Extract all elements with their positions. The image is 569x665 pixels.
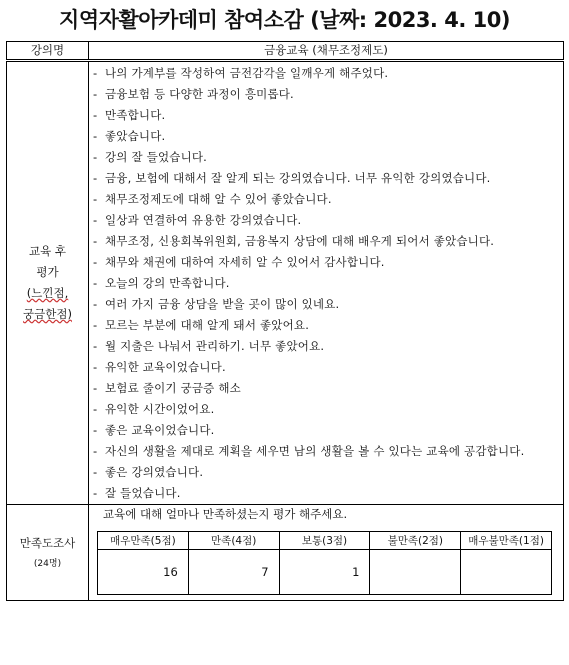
response-item: - 만족합니다. [93, 105, 557, 126]
page-title: 지역자활아카데미 참여소감 (날짜: 2023. 4. 10) [59, 8, 510, 32]
response-item: - 유익한 교육이었습니다. [93, 357, 557, 378]
evaluation-label-line2: 평가 [36, 265, 59, 279]
response-item: - 채무조정제도에 대해 알 수 있어 좋았습니다. [93, 189, 557, 210]
header-lecture-label: 강의명 [7, 42, 89, 61]
satisfaction-value: 7 [188, 550, 279, 595]
evaluation-responses-cell [89, 61, 564, 505]
satisfaction-header: 매우불만족(1점) [461, 532, 552, 550]
satisfaction-label-cell [7, 505, 89, 601]
satisfaction-wrap [89, 505, 563, 600]
satisfaction-table [97, 531, 552, 595]
satisfaction-value: 1 [279, 550, 370, 595]
response-item: - 좋은 교육이었습니다. [93, 420, 557, 441]
response-item: - 오늘의 강의 만족합니다. [93, 273, 557, 294]
response-item: - 여러 가지 금융 상담을 받을 곳이 많이 있네요. [93, 294, 557, 315]
satisfaction-header: 만족(4점) [188, 532, 279, 550]
response-item: - 월 지출은 나눠서 관리하기. 너무 좋았어요. [93, 336, 557, 357]
response-item: - 보험료 줄이기 궁금증 해소 [93, 378, 557, 399]
satisfaction-value [461, 550, 552, 595]
response-item: - 채무조정, 신용회복위원회, 금융복지 상담에 대해 배우게 되어서 좋았습니다. [93, 231, 557, 252]
satisfaction-header-row [98, 532, 552, 550]
response-item: - 자신의 생활을 제대로 계획을 세우면 남의 생활을 볼 수 있다는 교육에 공감합니다. [93, 441, 557, 462]
satisfaction-label: 만족도조사 [19, 535, 76, 550]
satisfaction-question: 교육에 대해 얼마나 만족하셨는지 평가 해주세요. [103, 507, 348, 521]
header-row [7, 42, 564, 61]
evaluation-label [7, 61, 89, 505]
evaluation-label-line3: (느낀점, [26, 286, 69, 300]
response-item: - 모르는 부분에 대해 알게 돼서 좋았어요. [93, 315, 557, 336]
response-item: - 나의 가계부를 작성하여 금전감각을 일깨우게 해주었다. [93, 63, 557, 84]
evaluation-label-line1: 교육 후 [29, 244, 66, 258]
evaluation-row [7, 61, 564, 505]
response-item: - 금융보험 등 다양한 과정이 흥미롭다. [93, 84, 557, 105]
satisfaction-count: (24명) [33, 558, 62, 569]
satisfaction-content-cell [89, 505, 564, 601]
satisfaction-header: 매우만족(5점) [98, 532, 189, 550]
satisfaction-header: 보통(3점) [279, 532, 370, 550]
response-item: - 금융, 보험에 대해서 잘 알게 되는 강의였습니다. 너무 유익한 강의였습니다. [93, 168, 557, 189]
response-list [89, 62, 563, 504]
response-item: - 잘 들었습니다. [93, 483, 557, 504]
response-item: - 채무와 채권에 대하여 자세히 알 수 있어서 감사합니다. [93, 252, 557, 273]
response-item: - 일상과 연결하여 유용한 강의였습니다. [93, 210, 557, 231]
satisfaction-value [370, 550, 461, 595]
response-item: - 강의 잘 들었습니다. [93, 147, 557, 168]
satisfaction-row [7, 505, 564, 601]
evaluation-label-line4: 궁금한점) [23, 307, 72, 321]
response-item: - 좋은 강의였습니다. [93, 462, 557, 483]
survey-table [6, 41, 564, 601]
header-lecture-name: 금융교육 (채무조정제도) [89, 42, 564, 61]
satisfaction-value-row [98, 550, 552, 595]
satisfaction-value: 16 [98, 550, 189, 595]
satisfaction-header: 불만족(2점) [370, 532, 461, 550]
response-item: - 유익한 시간이었어요. [93, 399, 557, 420]
response-item: - 좋았습니다. [93, 126, 557, 147]
